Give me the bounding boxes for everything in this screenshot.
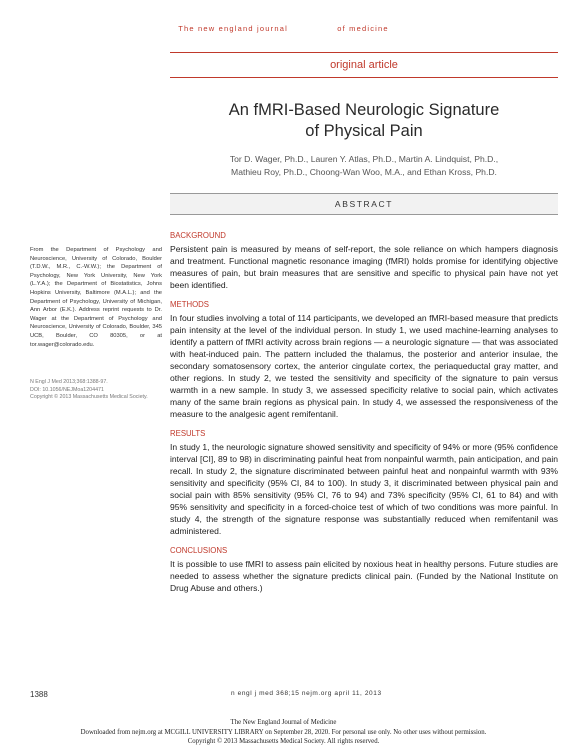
masthead-journal-a: new england journal <box>198 24 288 33</box>
section-heading: RESULTS <box>170 429 206 438</box>
masthead-of: of <box>337 24 350 33</box>
abstract-body <box>170 231 558 603</box>
citation-info <box>30 379 162 402</box>
notice-line: Downloaded from nejm.org at MCGILL UNIVERSITY LIBRARY on September 28, 2020. For personal use only. No other uses without permission. <box>80 728 487 736</box>
masthead-prefix: The <box>178 24 199 33</box>
section-heading: BACKGROUND <box>170 231 226 240</box>
journal-masthead <box>0 24 567 33</box>
authors-line: Mathieu Roy, Ph.D., Choong-Wan Woo, M.A., and Ethan Kross, Ph.D. <box>231 167 497 177</box>
citation-line: N Engl J Med 2013;368:1388-97. <box>30 379 108 385</box>
download-notice <box>0 718 567 747</box>
abstract-header: ABSTRACT <box>170 193 558 215</box>
title-line: An fMRI-Based Neurologic Signature <box>228 101 500 119</box>
notice-line: Copyright © 2013 Massachusetts Medical Society. All rights reserved. <box>187 738 380 746</box>
section-label-block <box>170 52 558 78</box>
doi-line: DOI: 10.1056/NEJMoa1204471 <box>30 386 104 393</box>
page-number: 1388 <box>30 690 48 699</box>
notice-line: The New England Journal of Medicine <box>230 719 337 726</box>
section-text: It is possible to use fMRI to assess pain elicited by noxious heat in healthy persons. Future studies are needed to assess whether the signature predicts clinical pain. (Funded by the National Institute on Drug Abuse and others.) <box>170 559 558 593</box>
results-section <box>170 429 558 537</box>
methods-section <box>170 300 558 420</box>
background-section <box>170 231 558 291</box>
section-heading: CONCLUSIONS <box>170 546 228 555</box>
copyright-line: Copyright © 2013 Massachusetts Medical Society. <box>30 394 148 401</box>
section-text: Persistent pain is measured by means of self-report, the sole reliance on which hampers diagnosis and treatment. Functional magnetic resonance imaging (fMRI) holds promise for identifying objective measures of pain, but brain measures that are sensitive and specific to physical pain have not yet been identified. <box>170 244 558 290</box>
section-heading: METHODS <box>170 300 209 309</box>
authors-line: Tor D. Wager, Ph.D., Lauren Y. Atlas, Ph.D., Martin A. Lindquist, Ph.D., <box>229 154 499 164</box>
section-text: In study 1, the neurologic signature showed sensitivity and specificity of 94% or more (95% confidence interval [CI], 89 to 98) in discriminating painful heat from nonpainful warmth, pain anticipation, and pain recall. In study 2, the signature discriminated between painful heat and nonpainful warmth with 93% sensitivity and specificity (95% CI, 84 to 100). In study 3, it discriminated between physical pain and social pain with 85% sensitivity (95% CI, 76 to 94) and 73% specificity (95% CI, 61 to 84) and with 95% sensitivity and specificity in a forced-choice test of which of two conditions was more painful. In study 4, the strength of the signature response was substantially reduced when remifentanil was administered. <box>170 442 558 536</box>
article-title <box>170 100 558 142</box>
masthead-journal-b: medicine <box>349 24 389 33</box>
conclusions-section <box>170 546 558 594</box>
affiliations: From the Department of Psychology and Neuroscience, University of Colorado, Boulder (T.D.W., M.R., C.-W.W.); the Department of Psychology, New York University, New York (L.Y.A.); the Department of Biostatistics, Johns Hopkins University, Baltimore (M.A.L.); and the Department of Psychology, University of Michigan, Ann Arbor (E.K.). Address reprint requests to Dr. Wager at the Department of Psychology and Neuroscience, University of Colorado, Boulder, 345 UCB, Boulder, CO 80305, or at tor.wager@colorado.edu. <box>30 247 162 348</box>
author-list <box>170 153 558 179</box>
section-label: original article <box>330 59 398 71</box>
title-line: of Physical Pain <box>305 122 423 140</box>
section-text: In four studies involving a total of 114 participants, we developed an fMRI-based measure that predicts pain intensity at the level of the individual person. In study 1, we used machine-learning analyses to identify a pattern of fMRI activity across brain regions — a neurologic signature — that was associated with heat-induced pain. The pattern included the thalamus, the posterior and anterior insulae, the secondary somatosensory cortex, the anterior cingulate cortex, the periaqueductal gray matter, and other regions. In study 2, we tested the sensitivity and specificity of the signature to pain versus warmth in a new sample. In study 3, we assessed specificity relative to social pain, which activates many of the same brain regions as physical pain. In study 4, we assessed the responsiveness of the measure to the analgesic agent remifentanil. <box>170 313 558 419</box>
running-footer: n engl j med 368;15 nejm.org april 11, 2013 <box>231 690 382 697</box>
divider <box>170 77 558 78</box>
